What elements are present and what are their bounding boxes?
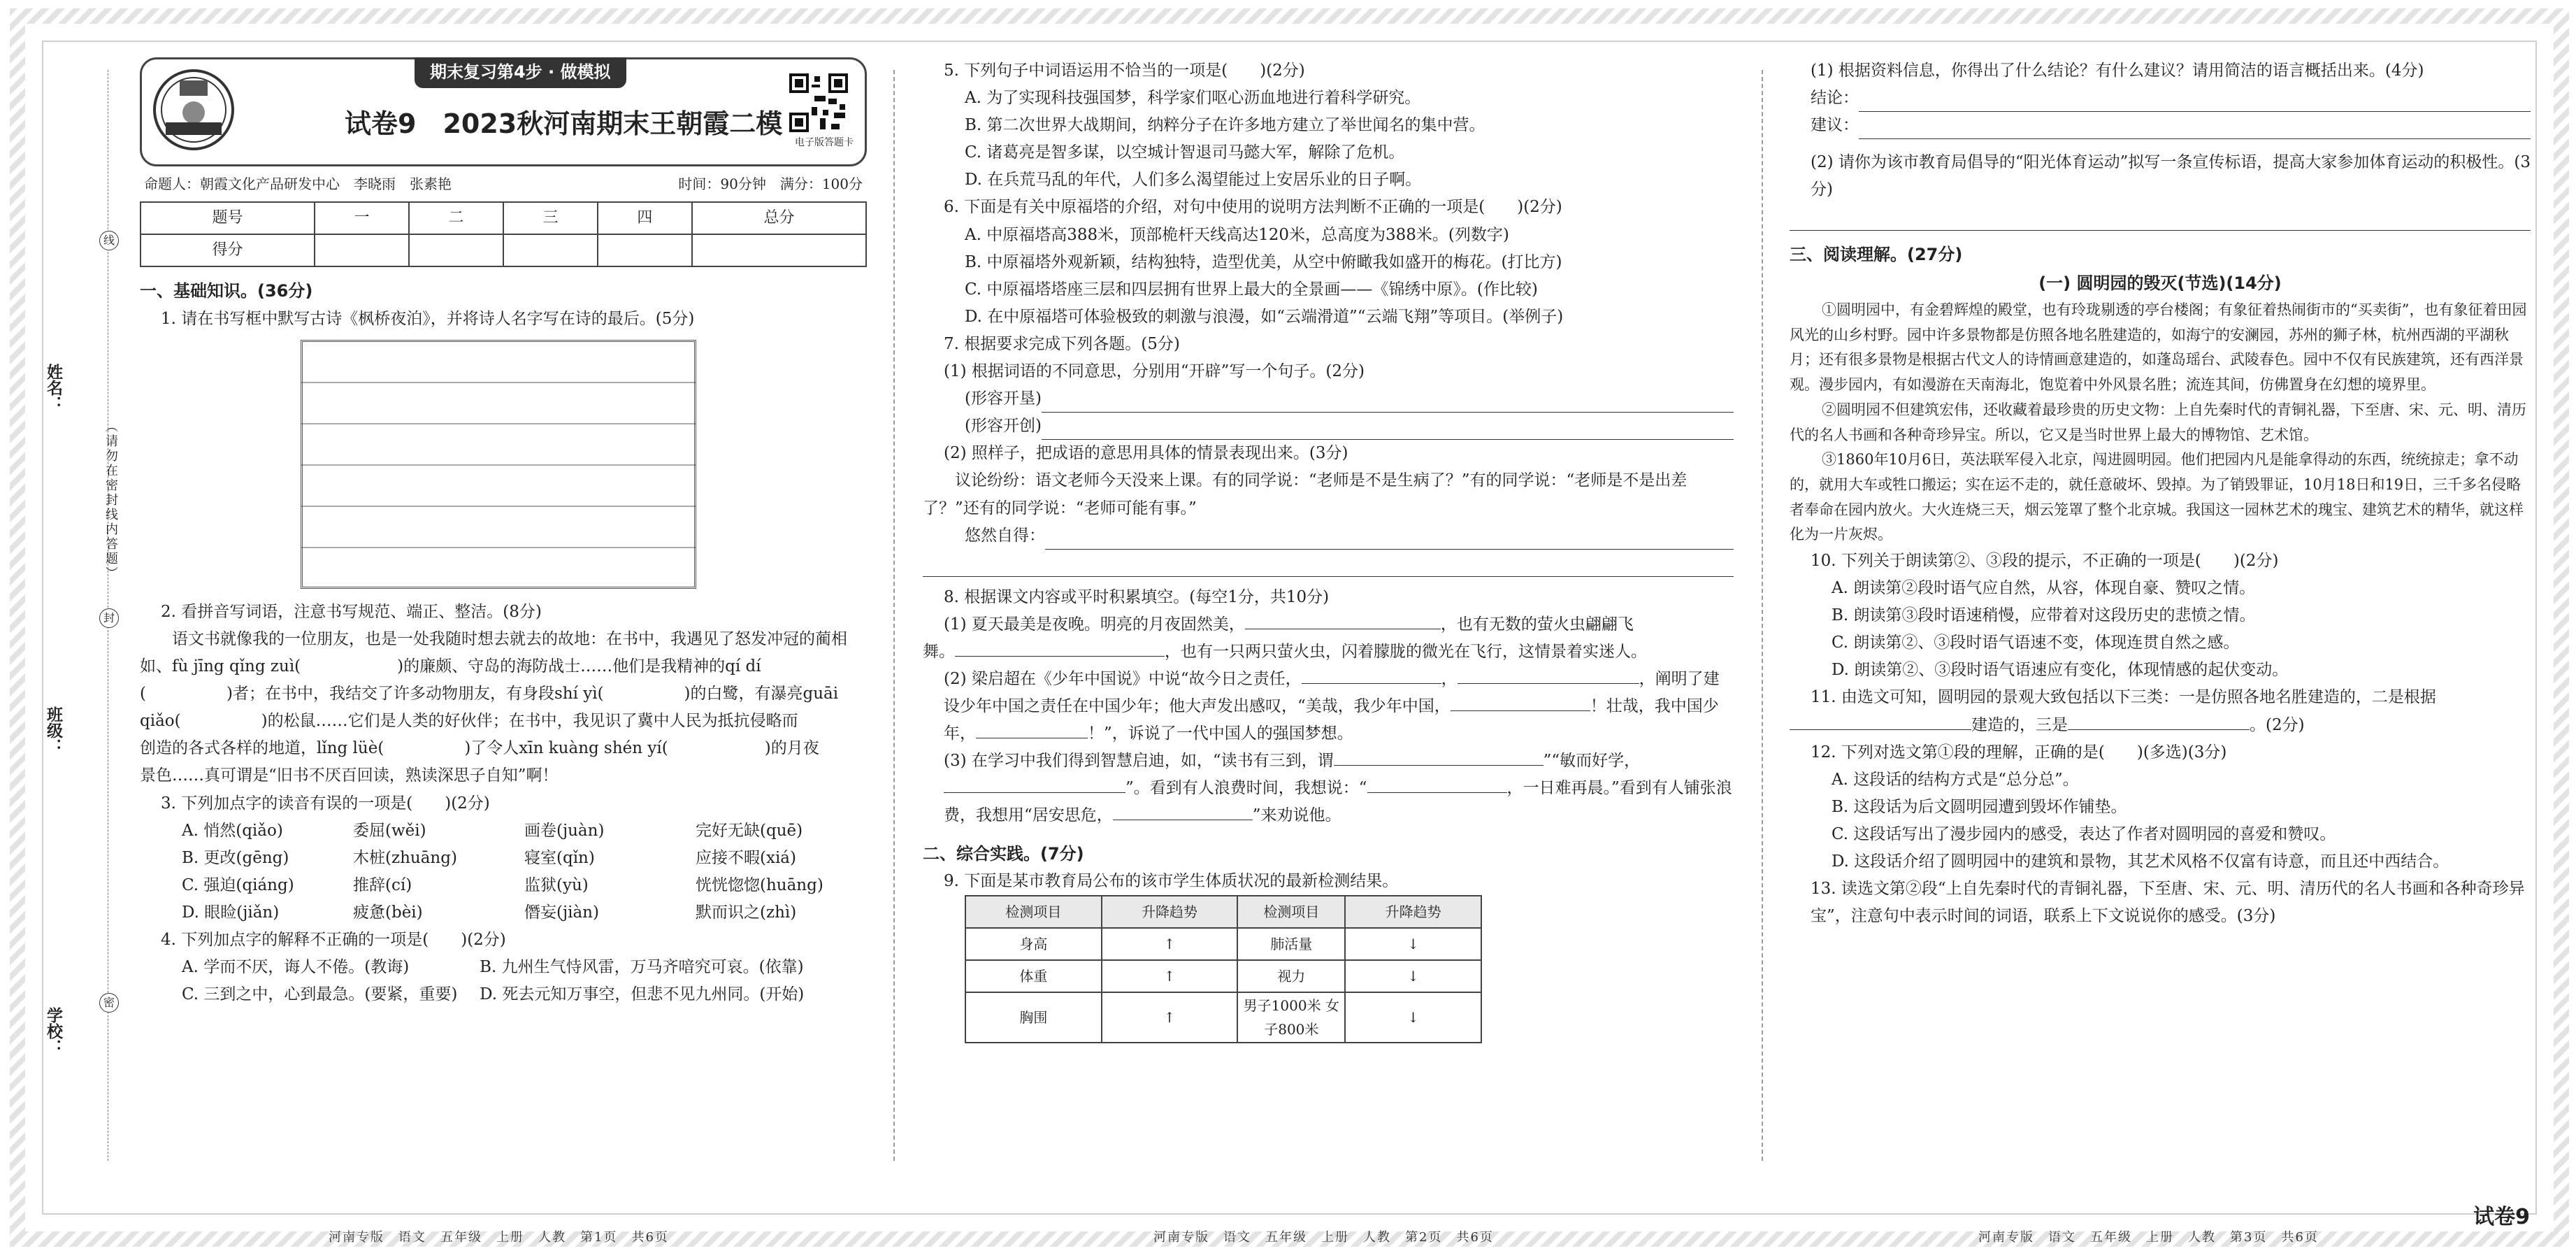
q7-2-prompt: 悠然自得： xyxy=(965,526,1045,545)
option: C. 三到之中，心到最急。(要紧，重要) xyxy=(182,985,458,1004)
question-8: 8. 根据课文内容或平时积累填空。(每空1分，共10分) xyxy=(944,587,1330,606)
reading-title: (一) 圆明园的毁灭(节选)(14分) xyxy=(2038,273,2282,294)
q7-2-example: 议论纷纷：语文老师今天没来上课。有的同学说：“老师是不是生病了？”有的同学说：“老师是不是出差了？”还有的同学说：“老师可能有事。” xyxy=(923,471,1688,517)
option: 完好无缺(quē) xyxy=(696,821,803,840)
trend-down-icon: ↓ xyxy=(1345,928,1481,960)
option: 恍恍惚惚(huāng) xyxy=(696,875,823,894)
question-4: 4. 下列加点字的解释不正确的一项是( )(2分) xyxy=(161,931,506,950)
option: B. 第二次世界大战期间，纳粹分子在许多地方建立了举世闻名的集中营。 xyxy=(965,116,1485,135)
table-cell: 胸围 xyxy=(965,992,1102,1043)
blank[interactable] xyxy=(1458,683,1639,684)
qr-code-icon[interactable] xyxy=(789,73,848,132)
option: B. 更改(gēng) xyxy=(182,848,289,867)
score-cell[interactable] xyxy=(409,234,503,266)
authors: 命题人：朝霞文化产品研发中心 李晓雨 张素艳 xyxy=(144,176,452,192)
table-header: 检测项目 xyxy=(965,896,1102,928)
q8-2b: ，阐明了建设少年中国之责任在中国少年；他大声发出感叹，“美哉，我少年中国， xyxy=(944,669,1720,716)
section-2-heading: 二、综合实践。(7分) xyxy=(923,843,1084,864)
q2-text-line: ( )者；在书中，我结交了许多动物朋友，有身段shí yì( )的白鹭，有瀑亮guāi xyxy=(140,685,839,703)
page-footer-1: 河南专版 语文 五年级 上册 人教 第1页 共6页 xyxy=(329,1230,669,1245)
answer-line[interactable] xyxy=(1045,522,1734,550)
time-and-score: 时间：90分钟 满分：100分 xyxy=(678,176,863,192)
question-10: 10. 下列关于朗读第②、③段的提示，不正确的一项是( )(2分) xyxy=(1811,551,2279,570)
table-cell: 视力 xyxy=(1237,960,1345,992)
option: 推辞(cí) xyxy=(353,875,412,894)
table-row xyxy=(965,992,1481,1043)
table-header: 升降趋势 xyxy=(1345,896,1481,928)
blank[interactable] xyxy=(1334,765,1544,766)
score-cell[interactable] xyxy=(315,234,409,266)
q7-1b-label: (形容开创) xyxy=(965,417,1042,436)
q7-1b-row xyxy=(923,413,1734,440)
brand-logo-icon xyxy=(152,64,236,156)
score-header: 三 xyxy=(503,202,598,234)
seal-mark-line: 线 xyxy=(99,231,119,250)
question-2: 2. 看拼音写词语，注意书写规范、端正、整洁。(8分) xyxy=(161,602,542,621)
q9-part-1: (1) 根据资料信息，你得出了什么结论？有什么建议？请用简洁的语言概括出来。(4分) xyxy=(1811,62,2424,80)
trend-up-icon: ↑ xyxy=(1102,960,1238,992)
blank[interactable] xyxy=(2068,729,2250,730)
suggestion-row xyxy=(1790,112,2531,139)
exam-header xyxy=(140,57,867,166)
class-label: 班级： xyxy=(44,706,62,755)
seal-note: （请勿在密封线内答题） xyxy=(103,420,118,581)
option: B. 九州生气恃风雷，万马齐喑究可哀。(依靠) xyxy=(480,958,804,977)
page-footer-2: 河南专版 语文 五年级 上册 人教 第2页 共6页 xyxy=(1153,1230,1494,1245)
option: 委屈(wěi) xyxy=(353,821,426,840)
answer-line[interactable] xyxy=(923,550,1734,577)
reading-paragraph: ②圆明园不但建筑宏伟，还收藏着最珍贵的历史文物：上自先秦时代的青铜礼器，下至唐、宋、元、明、清历代的名人书画和各种奇珍异宝。所以，它又是当时世界上最大的博物馆、艺术馆。 xyxy=(1790,401,2526,443)
q11c: 。(2分) xyxy=(2250,715,2305,734)
page-3 xyxy=(1790,57,2531,1195)
score-cell[interactable] xyxy=(692,234,866,266)
conclusion-label: 结论： xyxy=(1811,89,1859,108)
option: C. 诸葛亮是智多谋，以空城计智退司马懿大军，解除了危机。 xyxy=(965,143,1405,162)
q8-2c: ！壮哉，我中国少年， xyxy=(944,697,1719,743)
q3-options xyxy=(140,817,867,927)
answer-line[interactable] xyxy=(1042,413,1734,440)
q8-2d: ！”，诉说了一代中国人的强国梦想。 xyxy=(1088,724,1353,743)
option: D. 在中原福塔可体验极致的刺激与浪漫，如“云端滑道”“云端飞翔”等项目。(举例子) xyxy=(965,307,1564,326)
trend-up-icon: ↑ xyxy=(1102,928,1238,960)
option: 画卷(juàn) xyxy=(524,821,605,840)
q2-text-line: 景色……真可谓是“旧书不厌百回读，熟读深思子自知”啊！ xyxy=(140,766,559,785)
column-divider xyxy=(1762,70,1763,1161)
page-2: 5. 下列句子中词语运用不恰当的一项是( )(2分) A. 为了实现科技强国梦，科学家们呕心沥血地进行着科学研究。 B. 第二次世界大战期间，纳粹分子在许多地方建立了举世闻名的集中营。 C. 诸葛亮是智多谋，以空城计智退司马懿大军，解除了危机。 D. 在兵荒马乱的年代，人们多么渴望能过上安居乐业的日子啊。 6. 下面是有关中原福塔的介绍，对句中使用的说明方法判断不正确的一项是( )(2分) A. 中原福塔高388米，顶部桅杆天线高达120米，总高度为388米。(列数字) B. 中原福塔外观新颖，结构独特，造型优美，从空中俯瞰我如盛开的梅花。(打比方) C. 中原福塔塔座三层和四层拥有世界上最大的全景画——《锦绣中原》。(作比较) D. 在中原福塔可体验极致的刺激与浪漫，如“云端滑道”“云端飞翔”等项目。(举例子) 7. 根据要求完成下列各题。(5分) (1) 根据词语的不同意思，分别用“开辟”写一个句子。(2分) (形容开垦) (形容开创) (2) 照样子，把成语的意思用具体的情景表现出来。(3分) 议论纷纷：语文老师今天没来上课。有的同学说：“老师是不是生病了？”有的同学说：“老师是不是出差了？”还有的同学说：“老师可能有事。” 悠然自得： 8. 根据课文内容或平时积累填空。(每空1分，共10分) (1) 夏天最美是夜晚。明亮的月夜固然美， ，也有无数的萤火虫翩翩飞 舞。 ，也有一只两只萤火虫，闪着朦胧的微光在飞行，这情景着实迷人。 (2) 梁启超在《少年中国说》中说“故今日之责任， ， ，阐明了建设少年中国之责任在中国少年；他大声发出感叹，“美哉，我少年中国， ！壮哉，我中国少年， ！”，诉说了一代中国人的强国梦想。 (3) 在学习中我们得到智慧启迪，如，“读书有三到，谓 ”“敏而好学，”。看到有人浪费时间，我想说：“ ，一日难再晨。”看到有人铺张浪费，我想用“居安思危， ”来劝说他。 二、综合实践。(7分) 9. 下面是某市教育局公布的该市学生体质状况的最新检测结果。 检测项目 升降趋势 检测项目 升降趋势 身高 ↑ 肺活量 ↓ 体重 ↑ 视力 ↓ 胸围 ↑ 男子1000米 女子800米 ↓ xyxy=(923,57,1734,1195)
answer-line[interactable] xyxy=(1042,385,1734,413)
answer-line[interactable] xyxy=(1859,112,2531,139)
score-table xyxy=(140,201,867,267)
option: 寝室(qǐn) xyxy=(524,848,595,867)
table-header: 检测项目 xyxy=(1237,896,1345,928)
q2-text-line: 语文书就像我的一位朋友，也是一处我随时想去就去的故地：在书中，我遇见了怒发冲冠的蔺相如、fù jīng qǐng zuì( )的廉颇、守岛的海防战士……他们是我精神的qí dí xyxy=(140,629,847,676)
q8-3d: ，一日难再晨。”看到有人铺张浪费，我想用“居安思危， xyxy=(944,779,1732,825)
blank[interactable] xyxy=(1302,683,1441,684)
option: D. 在兵荒马乱的年代，人们多么渴望能过上安居乐业的日子啊。 xyxy=(965,171,1422,190)
fitness-table xyxy=(965,895,1482,1043)
question-1: 1. 请在书写框中默写古诗《枫桥夜泊》，并将诗人名字写在诗的最后。(5分) xyxy=(161,309,695,328)
question-3: 3. 下列加点字的读音有误的一项是( )(2分) xyxy=(161,794,490,813)
option: A. 这段话的结构方式是“总分总”。 xyxy=(1832,770,2079,789)
score-header: 一 xyxy=(315,202,409,234)
question-7: 7. 根据要求完成下列各题。(5分) xyxy=(944,334,1180,353)
q8-3: (3) 在学习中我们得到智慧启迪，如，“读书有三到，谓 xyxy=(944,752,1334,771)
question-11: 11. 由选文可知，圆明园的景观大致包括以下三类：一是仿照各地名胜建造的，二是根据 xyxy=(1811,688,2436,707)
option: A. 为了实现科技强国梦，科学家们呕心沥血地进行着科学研究。 xyxy=(965,89,1421,108)
q11b: 建造的，三是 xyxy=(1971,715,2068,734)
trend-down-icon: ↓ xyxy=(1345,960,1481,992)
score-cell[interactable] xyxy=(598,234,692,266)
blank[interactable] xyxy=(944,792,1125,793)
option: C. 朗读第②、③段时语气语速不变，体现连贯自然之感。 xyxy=(1832,634,2240,652)
suggestion-label: 建议： xyxy=(1811,116,1859,135)
table-cell: 男子1000米 女子800米 xyxy=(1237,992,1345,1043)
q8-1b: ，也有无数的萤火虫翩翩飞 xyxy=(1440,615,1634,634)
option: D. 朗读第②、③段时语气语速应有变化，体现情感的起伏变动。 xyxy=(1832,661,2289,680)
answer-line[interactable] xyxy=(1859,85,2531,112)
section-3-heading: 三、阅读理解。(27分) xyxy=(1790,245,1963,265)
table-cell: 肺活量 xyxy=(1237,928,1345,960)
q8-1c: 舞。 xyxy=(923,642,955,661)
option: A. 中原福塔高388米，顶部桅杆天线高达120米，总高度为388米。(列数字) xyxy=(965,225,1509,244)
option: 木桩(zhuāng) xyxy=(353,848,457,867)
q8-1d: ，也有一只两只萤火虫，闪着朦胧的微光在飞行，这情景着实迷人。 xyxy=(1165,642,1647,661)
question-9: 9. 下面是某市教育局公布的该市学生体质状况的最新检测结果。 xyxy=(944,872,1399,891)
q8-3c: ”。看到有人浪费时间，我想说：“ xyxy=(1125,779,1367,798)
trend-down-icon: ↓ xyxy=(1345,992,1481,1043)
score-header: 四 xyxy=(598,202,692,234)
option: C. 强迫(qiáng) xyxy=(182,875,294,894)
column-divider xyxy=(893,70,895,1161)
review-ribbon: 期末复习第4步 · 做模拟 xyxy=(415,57,626,88)
q9-part-2: (2) 请你为该市教育局倡导的“阳光体育运动”拟写一条宣传标语，提高大家参加体育运动的积极性。(3分) xyxy=(1811,153,2531,199)
option: 监狱(yù) xyxy=(524,875,589,894)
q7-1a-row xyxy=(923,385,1734,413)
option: A. 朗读第②段时语气应自然，从容，体现自豪、赞叹之情。 xyxy=(1832,579,2256,598)
q7-2-row xyxy=(923,522,1734,550)
option: B. 朗读第③段时语速稍慢，应带着对这段历史的悲愤之情。 xyxy=(1832,606,2256,625)
blank[interactable] xyxy=(1790,729,1971,730)
option: A. 悄然(qiǎo) xyxy=(182,821,283,840)
page-1 xyxy=(140,57,867,1195)
score-header: 题号 xyxy=(141,202,315,234)
qr-label: 电子版答题卡 xyxy=(795,137,854,148)
blank[interactable] xyxy=(1451,710,1590,711)
question-13: 13. 读选文第②段“上自先秦时代的青铜礼器，下至唐、宋、元、明、清历代的名人书画和各种奇珍异宝”，注意句中表示时间的词语，联系上下文说说你的感受。(3分) xyxy=(1811,880,2525,926)
table-cell: 身高 xyxy=(965,928,1102,960)
score-header: 二 xyxy=(409,202,503,234)
exam-title: 试卷9 2023秋河南期末王朝霞二模 xyxy=(345,108,783,139)
blank[interactable] xyxy=(1367,792,1507,793)
option: D. 死去元知万事空，但悲不见九州同。(开始) xyxy=(480,985,805,1004)
exam-meta xyxy=(144,172,863,196)
option: 默而识之(zhì) xyxy=(696,903,797,922)
option: D. 这段话介绍了圆明园中的建筑和景物，其艺术风格不仅富有诗意，而且还中西结合。 xyxy=(1832,852,2449,871)
option: D. 眼睑(jiǎn) xyxy=(182,903,280,922)
q4-options xyxy=(140,954,867,1008)
seal-mark-secret: 密 xyxy=(99,993,119,1013)
table-cell: 体重 xyxy=(965,960,1102,992)
option: 僭妄(jiàn) xyxy=(524,903,599,922)
option: C. 这段话写出了漫步园内的感受，表达了作者对圆明园的喜爱和赞叹。 xyxy=(1832,824,2336,843)
q2-text-line: 创造的各式各样的地道，lǐng lüè( )了令人xīn kuàng shén yí( )的月夜 xyxy=(140,739,819,758)
answer-line[interactable] xyxy=(1790,203,2531,231)
q8-3b: ”“敏而好学， xyxy=(1543,752,1641,771)
q2-text-line: qiǎo( )的松鼠……它们是人类的好伙伴；在书中，我见识了冀中人民为抵抗侵略而 xyxy=(140,712,798,731)
question-5: 5. 下列句子中词语运用不恰当的一项是( )(2分) xyxy=(944,62,1305,80)
school-label: 学校： xyxy=(44,1007,62,1055)
q7-1a-label: (形容开垦) xyxy=(965,389,1042,408)
poem-writing-box[interactable] xyxy=(301,340,696,589)
q7-part-2: (2) 照样子，把成语的意思用具体的情景表现出来。(3分) xyxy=(944,444,1348,463)
page-tag: 试卷9 xyxy=(2473,1205,2530,1229)
question-12: 12. 下列对选文第①段的理解，正确的是( )(多选)(3分) xyxy=(1811,743,2227,762)
trend-up-icon: ↑ xyxy=(1102,992,1238,1043)
q8-2: (2) 梁启超在《少年中国说》中说“故今日之责任， xyxy=(944,669,1302,688)
q8-3e: ”来劝说他。 xyxy=(1252,806,1341,825)
score-row-label: 得分 xyxy=(141,234,315,266)
question-6: 6. 下面是有关中原福塔的介绍，对句中使用的说明方法判断不正确的一项是( )(2分) xyxy=(944,198,1562,217)
name-label: 姓名： xyxy=(44,364,62,412)
reading-paragraph: ③1860年10月6日，英法联军侵入北京，闯进圆明园。他们把园内凡是能拿得动的东西，统统掠走；拿不动的，就用大车或牲口搬运；实在运不走的，就任意破坏、毁掉。为了销毁罪证，10月18日和19日，三千多名侵略者奉命在园内放火。大火连烧三天，烟云笼罩了整个北京城。我国这一园林艺术的瑰宝、建筑艺术的精华，就这样化为一片灰烬。 xyxy=(1790,451,2524,543)
option: 应接不暇(xiá) xyxy=(696,848,796,867)
conclusion-row xyxy=(1790,85,2531,112)
seal-mark-seal: 封 xyxy=(99,608,119,628)
score-header: 总分 xyxy=(692,202,866,234)
page-footer-3: 河南专版 语文 五年级 上册 人教 第3页 共6页 xyxy=(1978,1230,2319,1245)
score-cell[interactable] xyxy=(503,234,598,266)
q8-1: (1) 夏天最美是夜晚。明亮的月夜固然美， xyxy=(944,615,1245,634)
option: B. 这段话为后文圆明园遭到毁坏作铺垫。 xyxy=(1832,797,2127,816)
option: B. 中原福塔外观新颖，结构独特，造型优美，从空中俯瞰我如盛开的梅花。(打比方) xyxy=(965,252,1562,271)
table-row xyxy=(965,928,1481,960)
section-1-heading: 一、基础知识。(36分) xyxy=(140,281,313,301)
table-row xyxy=(965,960,1481,992)
option: 疲惫(bèi) xyxy=(353,903,423,922)
table-header: 升降趋势 xyxy=(1102,896,1238,928)
blank[interactable] xyxy=(955,656,1165,657)
option: A. 学而不厌，诲人不倦。(教诲) xyxy=(182,958,410,977)
option: C. 中原福塔塔座三层和四层拥有世界上最大的全景画——《锦绣中原》。(作比较) xyxy=(965,280,1538,299)
reading-paragraph: ①圆明园中，有金碧辉煌的殿堂，也有玲珑剔透的亭台楼阁；有象征着热闹街市的“买卖街”，也有象征着田园风光的山乡村野。园中许多景物都是仿照各地名胜建造的，如海宁的安澜园，苏州的狮子林，杭州西湖的平湖秋月；还有很多景物是根据古代文人的诗情画意建造的，如蓬岛瑶台、武陵春色。园中不仅有民族建筑，还有西洋景观。漫步园内，有如漫游在天南海北，饱览着中外风景名胜；流连其间，仿佛置身在幻想的境界里。 xyxy=(1790,301,2527,394)
q7-part-1: (1) 根据词语的不同意思，分别用“开辟”写一个句子。(2分) xyxy=(944,362,1365,381)
